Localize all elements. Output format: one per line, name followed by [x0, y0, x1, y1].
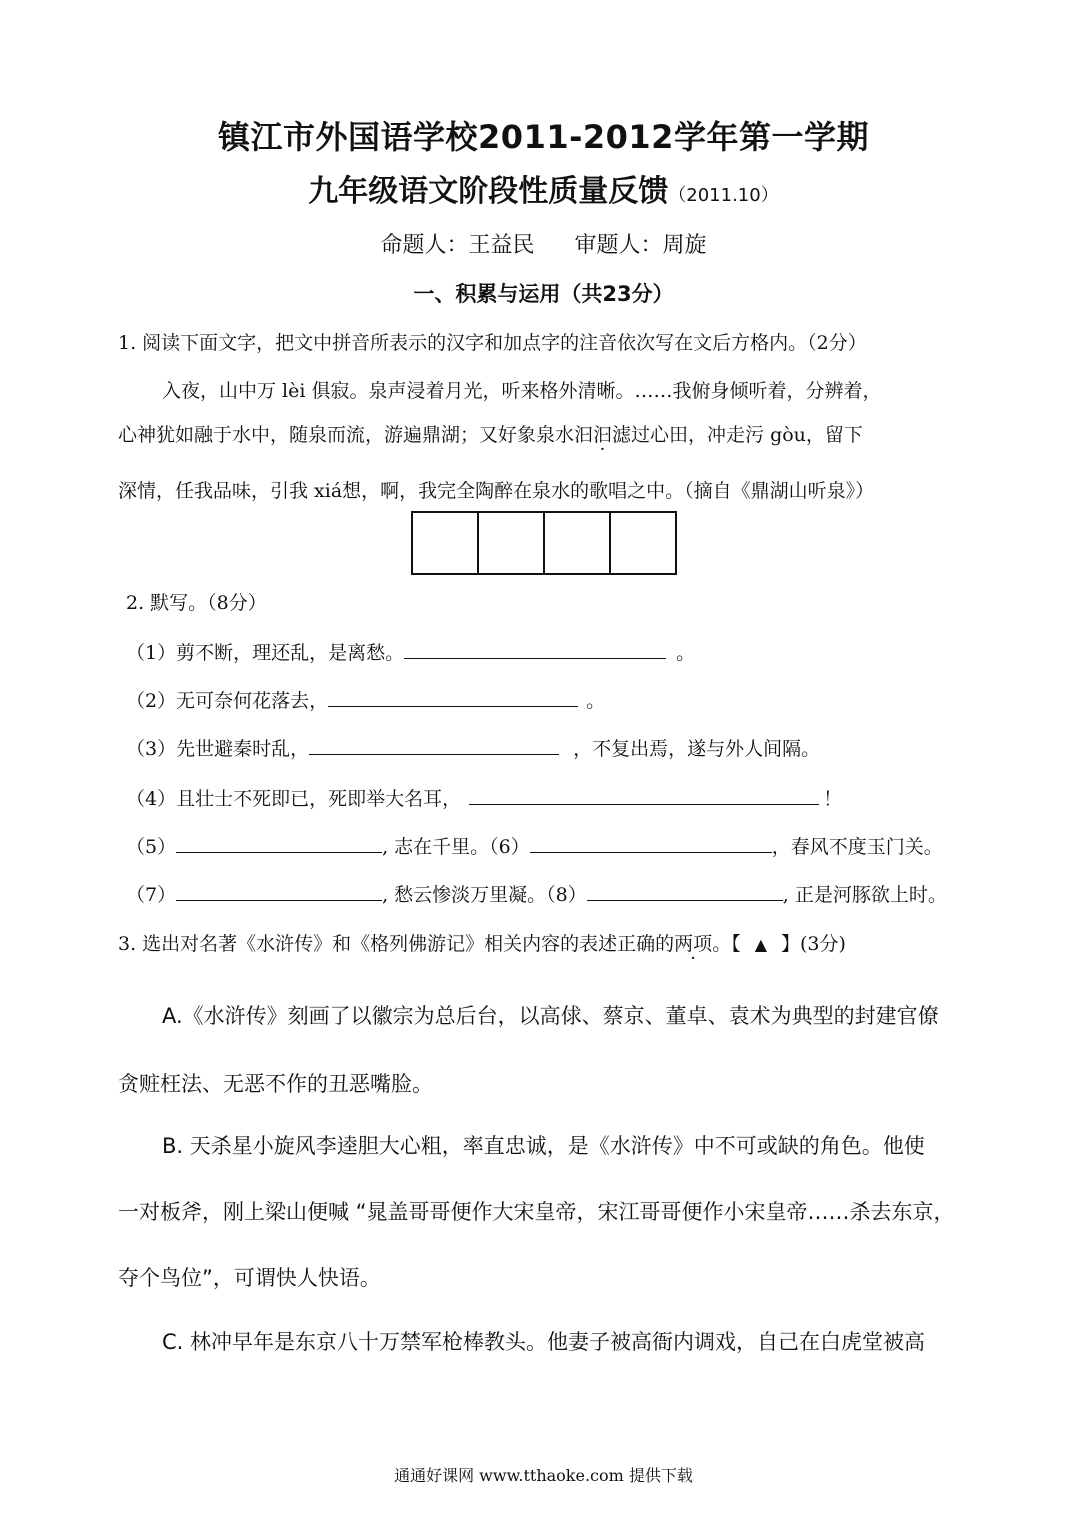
fill-item-2	[126, 686, 605, 713]
setter: 命题人：王益民	[380, 233, 535, 258]
answer-blank[interactable]	[309, 736, 559, 755]
option-a-line-1: A.《水浒传》刻画了以徽宗为总后台，以高俅、蔡京、董卓、袁术为典型的封建官僚	[162, 1004, 939, 1028]
authors-line	[0, 228, 1087, 259]
item-text: （4）且壮士不死即已，死即举大名耳，	[126, 788, 462, 810]
q1-passage-line-1: 入夜，山中万 lèi 俱寂。泉声浸着月光，听来格外清晰。……我俯身倾听着，分辨着，	[162, 380, 882, 402]
answer-blank[interactable]	[587, 882, 783, 901]
item-text: （2）无可奈何花落去，	[126, 690, 329, 712]
option-c-line-1: C. 林冲早年是东京八十万禁军枪棒教头。他妻子被高衙内调戏，自己在白虎堂被高	[162, 1330, 926, 1354]
passage-text: 心神犹如融于水中，随泉而流，游遍鼎湖；又好象泉水汩	[118, 424, 594, 446]
dotted-character: 汩	[593, 424, 613, 446]
question-1-prompt: 1. 阅读下面文字，把文中拼音所表示的汉字和加点字的注音依次写在文后方格内。（2分）	[118, 332, 867, 354]
answer-box[interactable]	[609, 511, 677, 575]
answer-box[interactable]	[411, 511, 479, 575]
fill-item-4	[126, 784, 842, 811]
prompt-text: 3. 选出对名著《水浒传》和《格列佛游记》相关内容的表述正确的	[118, 933, 675, 955]
answer-blank[interactable]	[530, 834, 772, 853]
fill-item-5-6	[126, 832, 943, 859]
fill-item-1	[126, 638, 695, 665]
option-a-line-2: 贪赃枉法、无恶不作的丑恶嘴脸。	[118, 1072, 433, 1096]
answer-blank[interactable]	[404, 640, 666, 659]
item-text: 。	[676, 642, 696, 664]
option-b-line-1: B. 天杀星小旋风李逵胆大心粗，率直忠诚，是《水浒传》中不可或缺的角色。他使	[162, 1134, 925, 1158]
footer-credit: 通通好课网 www.tthaoke.com 提供下载	[394, 1466, 693, 1485]
fill-item-7-8	[126, 880, 947, 907]
section-heading: 一、积累与运用（共23分）	[413, 282, 674, 306]
exam-title: 镇江市外国语学校2011-2012学年第一学期	[218, 118, 869, 156]
exam-subtitle	[0, 166, 1087, 210]
answer-boxes	[411, 511, 677, 575]
triangle-icon: ▲	[754, 935, 768, 954]
answer-blank[interactable]	[176, 882, 382, 901]
q1-passage-line-2	[118, 420, 863, 447]
item-text: , 志在千里。（6）	[382, 836, 530, 858]
item-text: （1）剪不断，理还乱，是离愁。	[126, 642, 405, 664]
item-text: ！	[823, 788, 843, 810]
answer-box[interactable]	[477, 511, 545, 575]
item-text: ，春风不度玉门关。	[771, 836, 943, 858]
item-text: （7）	[126, 884, 177, 906]
answer-blank[interactable]	[469, 786, 819, 805]
item-text: , 愁云惨淡万里凝。（8）	[382, 884, 587, 906]
question-3-prompt	[118, 929, 846, 956]
item-text: （5）	[126, 836, 177, 858]
answer-box[interactable]	[543, 511, 611, 575]
exam-date: （2011.10）	[668, 185, 779, 206]
question-2-prompt: 2. 默写。（8分）	[126, 592, 267, 614]
fill-item-3	[126, 734, 820, 761]
item-text: （3）先世避秦时乱，	[126, 738, 310, 760]
q1-passage-line-3: 深情，任我品味，引我 xiá想，啊，我完全陶醉在泉水的歌唱之中。（摘自《鼎湖山听泉》）	[118, 480, 875, 502]
answer-blank[interactable]	[328, 688, 578, 707]
item-text: 。	[586, 690, 606, 712]
prompt-text: 】(3分)	[781, 933, 846, 955]
subtitle-text: 九年级语文阶段性质量反馈	[308, 174, 669, 209]
option-b-line-2: 一对板斧，刚上梁山便喊 “晁盖哥哥便作大宋皇帝，宋江哥哥便作小宋皇帝……杀去东京，	[118, 1200, 955, 1224]
passage-text: 滤过心田，冲走污 gòu，留下	[612, 424, 863, 446]
answer-blank[interactable]	[176, 834, 382, 853]
dotted-emphasis: 两项	[674, 933, 713, 955]
prompt-text: 。【	[712, 933, 741, 955]
item-text: ，不复出焉，遂与外人间隔。	[573, 738, 821, 760]
reviewer: 审题人：周旋	[574, 233, 707, 258]
item-text: , 正是河豚欲上时。	[782, 884, 947, 906]
option-b-line-3: 夺个鸟位”，可谓快人快语。	[118, 1266, 381, 1290]
